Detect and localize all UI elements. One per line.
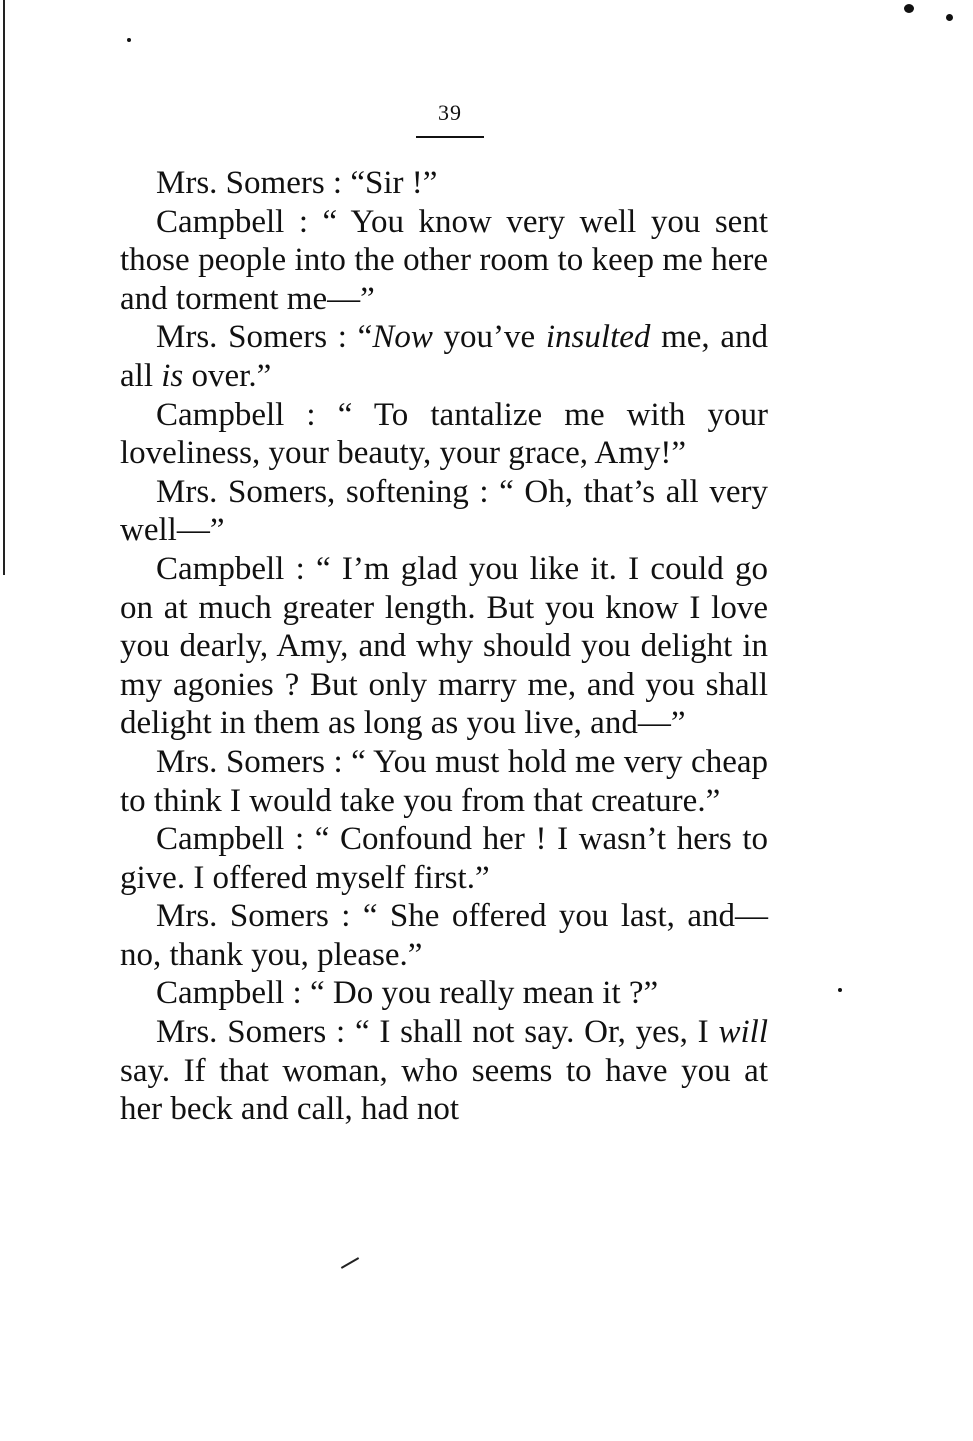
text-run: Mrs. Somers, softening : “ Oh, that’s all very well—”: [120, 473, 768, 549]
text-run: Mrs. Somers : “ You must hold me very cheap to think I would take you from that creature.”: [120, 743, 768, 819]
dialogue-paragraph: [120, 1013, 768, 1129]
body-text: [120, 164, 768, 1129]
dialogue-paragraph: [120, 897, 768, 974]
dialogue-paragraph: [120, 743, 768, 820]
dialogue-paragraph: [120, 473, 768, 550]
dialogue-paragraph: [120, 318, 768, 395]
italic-text: will: [718, 1014, 768, 1051]
text-run: Mrs. Somers : “: [156, 319, 373, 356]
text-run: you’ve: [432, 319, 546, 356]
ink-speck: [946, 14, 953, 21]
text-run: Campbell : “ Do you really mean it ?”: [156, 975, 659, 1012]
dialogue-paragraph: [120, 164, 768, 203]
italic-text: Now: [372, 319, 433, 356]
italic-text: is: [161, 357, 184, 394]
pencil-mark: [341, 1257, 359, 1269]
text-run: Campbell : “ To tantalize me with your loveliness, your beauty, your grace, Amy!”: [120, 396, 768, 472]
ink-speck: [127, 38, 131, 42]
dialogue-paragraph: [120, 820, 768, 897]
dialogue-paragraph: [120, 974, 768, 1013]
dialogue-paragraph: [120, 203, 768, 319]
text-run: Mrs. Somers : “ I shall not say. Or, yes, I: [156, 1014, 719, 1051]
page-edge-line: [3, 0, 5, 575]
dialogue-paragraph: [120, 550, 768, 743]
text-run: Campbell : “ You know very well you sent those people into the other room to keep me here and torment me—”: [120, 203, 768, 317]
text-run: Mrs. Somers : “Sir !”: [156, 165, 438, 201]
text-run: me, and all: [120, 319, 768, 394]
italic-text: insulted: [545, 319, 651, 356]
ink-speck: [838, 988, 842, 992]
text-run: Campbell : “ Confound her ! I wasn’t hers to give. I offered myself first.”: [120, 821, 768, 896]
page-number: 39: [438, 100, 462, 125]
text-run: say. If that woman, who seems to have you at her beck and call, had not: [120, 1052, 768, 1128]
ink-speck: [904, 4, 914, 13]
text-run: Campbell : “ I’m glad you like it. I could go on at much greater length. But you know I love you dearly, Amy, and why should you delight in my agonies ? But only marry me, and you shall delight in them as long as you live, and—”: [120, 550, 768, 742]
text-run: over.”: [183, 357, 272, 394]
header-rule: [416, 136, 484, 138]
text-run: Mrs. Somers : “ She offered you last, and—no, thank you, please.”: [120, 898, 768, 973]
dialogue-paragraph: [120, 396, 768, 473]
